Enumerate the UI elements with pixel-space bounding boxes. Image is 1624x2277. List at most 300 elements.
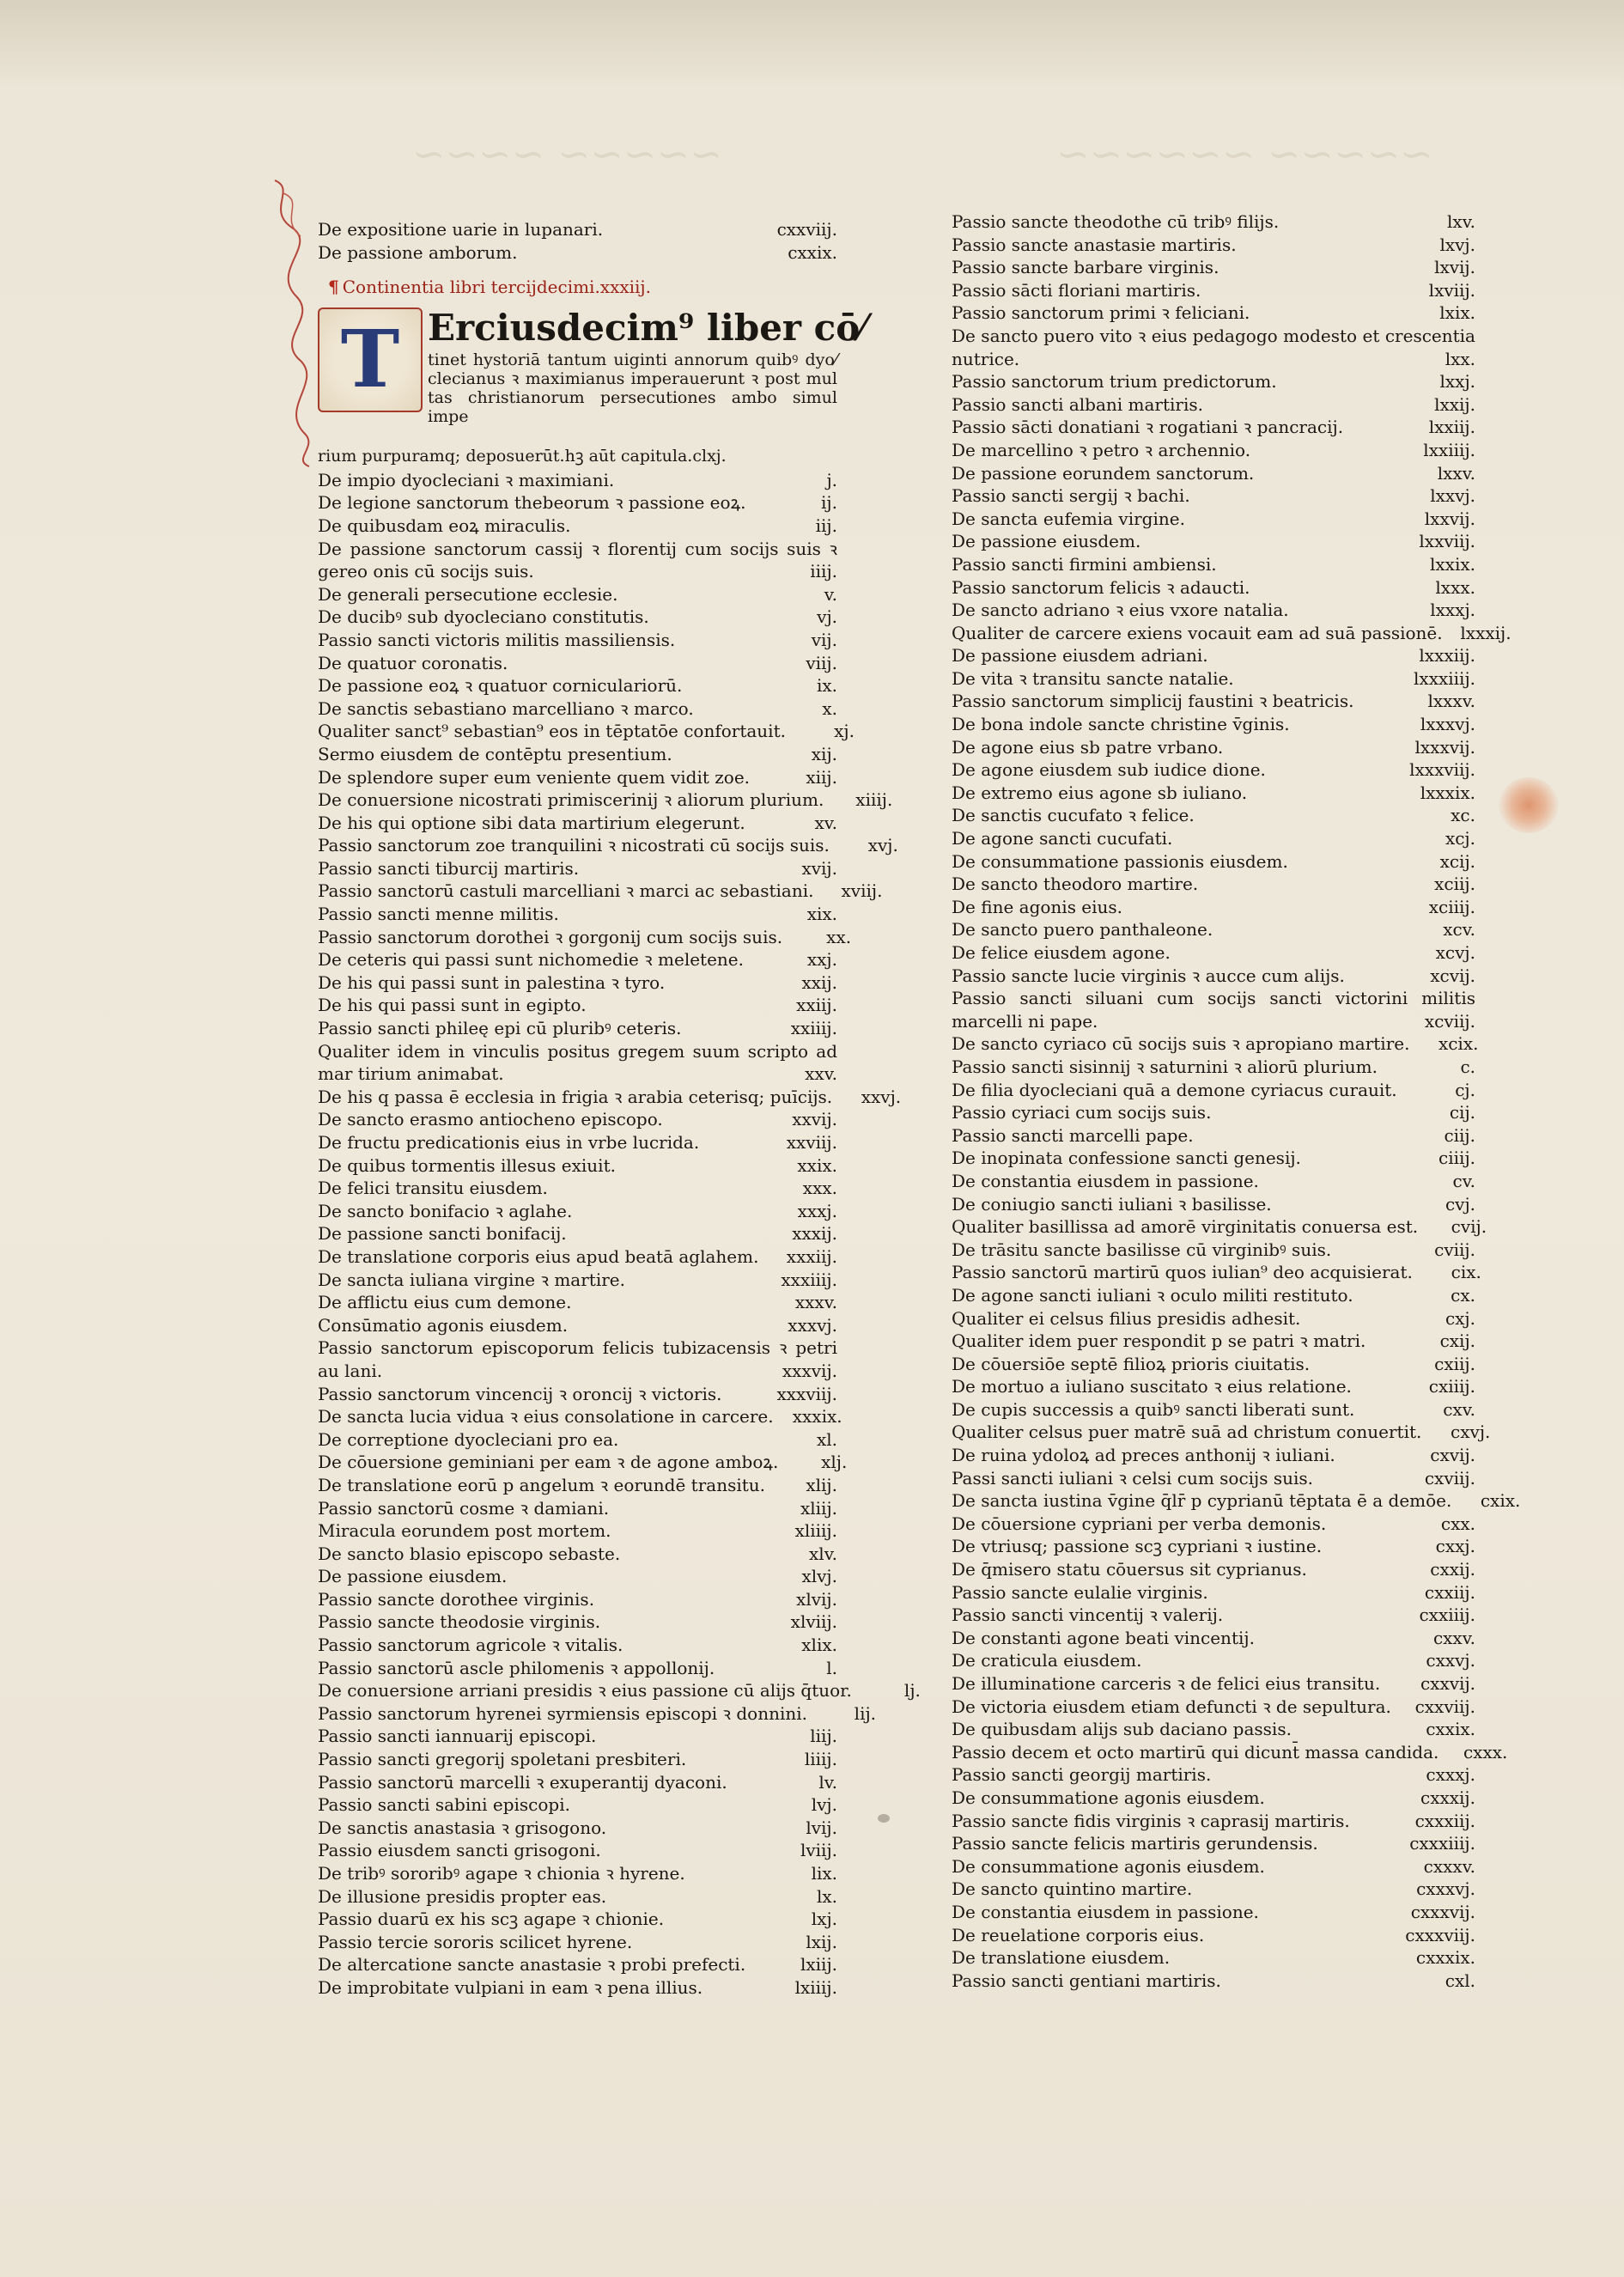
chapter-entry xyxy=(952,850,1475,874)
chapter-title: De constanti agone beati vincentij. xyxy=(952,1627,1255,1648)
right-column xyxy=(952,210,1521,1992)
chapter-title: De ducibꝰ sub dyocleciano constitutis. xyxy=(318,606,649,628)
chapter-number: lxxxvj. xyxy=(1420,714,1475,735)
chapter-title: De generali persecutione ecclesie. xyxy=(318,583,618,605)
chapter-title: De tribꝰ sororibꝰ agape ꝛ chionia ꝛ hyrene. xyxy=(318,1863,685,1884)
chapter-entry xyxy=(952,1193,1475,1216)
chapter-title: Qualiter ei celsus filius presidis adhesit. xyxy=(952,1307,1301,1329)
chapter-number: lxij. xyxy=(806,1931,837,1952)
chapter-number: lij. xyxy=(854,1702,877,1724)
chapter-number: xxxvj. xyxy=(788,1314,837,1336)
chapter-entry xyxy=(952,1239,1475,1262)
chapter-number: cxxviij. xyxy=(776,219,837,240)
chapter-number: cxxxj. xyxy=(1426,1764,1475,1786)
chapter-title: Passio sancti gentiani martiris. xyxy=(952,1970,1221,1991)
chapter-number: xcviij. xyxy=(1424,1010,1475,1032)
chapter-number: lxx. xyxy=(1445,348,1475,369)
chapter-entry xyxy=(952,782,1475,805)
section-heading: ¶ Continentia libri tercijdecimi.xxxiij. xyxy=(328,277,651,298)
chapter-entry xyxy=(952,1489,1521,1513)
chapter-number: xcj. xyxy=(1445,828,1475,849)
chapter-number: cxiiij. xyxy=(1428,1376,1475,1397)
left-top-entries xyxy=(318,218,837,264)
chapter-title: De correptione dyocleciani pro ea. xyxy=(318,1428,619,1450)
chapter-title: Passio sancte theodothe cū tribꝰ filijs. xyxy=(952,211,1280,232)
chapter-number: xlv. xyxy=(809,1543,837,1564)
chapter-entry xyxy=(318,1336,837,1382)
chapter-number: xliij. xyxy=(800,1497,837,1519)
chapter-number: cxxxv. xyxy=(1423,1855,1475,1877)
chapter-entry xyxy=(952,987,1475,1032)
chapter-number: xxxiij. xyxy=(786,1245,837,1267)
chapter-title: De sancta iustina v̄gine q̄lr̄ p cyprianū tēptata ē a demōe. xyxy=(952,1490,1452,1512)
chapter-entry xyxy=(318,491,837,514)
chapter-entry xyxy=(952,599,1475,622)
chapter-entry xyxy=(318,788,893,812)
chapter-title: Passio sancti marcelli pape. xyxy=(952,1124,1194,1146)
chapter-entry xyxy=(952,508,1475,531)
chapter-title: De reuelatione corporis eius. xyxy=(952,1924,1205,1945)
chapter-entry xyxy=(952,644,1475,667)
chapter-number: ix. xyxy=(816,675,837,697)
chapter-number: xviij. xyxy=(841,880,883,902)
chapter-number: liiij. xyxy=(804,1749,837,1770)
chapter-number: lxv. xyxy=(1447,211,1475,232)
chapter-title: De sancto puero panthaleone. xyxy=(952,919,1213,941)
chapter-entry xyxy=(952,576,1475,600)
chapter-entry xyxy=(952,1375,1475,1398)
chapter-entry xyxy=(952,553,1475,576)
chapter-number: xxiij. xyxy=(796,995,837,1016)
chapter-title: Passio sancti vincentij ꝛ valerij. xyxy=(952,1604,1224,1626)
chapter-title: Passio sanctorum hyrenei syrmiensis episcopi ꝛ donnini. xyxy=(318,1702,808,1724)
chapter-number: xcvj. xyxy=(1435,942,1475,963)
chapter-number: lxxv. xyxy=(1437,462,1475,484)
chapter-entry xyxy=(318,652,837,675)
chapter-number: lv. xyxy=(818,1771,837,1793)
chapter-number: xxxviij. xyxy=(776,1383,837,1404)
chapter-entry xyxy=(952,1535,1475,1558)
chapter-entry xyxy=(952,1307,1475,1330)
chapter-entry xyxy=(952,1787,1475,1810)
chapter-entry xyxy=(952,804,1475,827)
chapter-title: De coniugio sancti iuliani ꝛ basilisse. xyxy=(952,1193,1272,1215)
chapter-entry xyxy=(318,629,837,652)
chapter-number: cix. xyxy=(1451,1262,1481,1283)
chapter-entry xyxy=(318,926,852,949)
chapter-title: Passi sancti iuliani ꝛ celsi cum socijs suis. xyxy=(952,1467,1314,1489)
chapter-number: xiiij. xyxy=(855,789,893,811)
chapter-number: lxxviij. xyxy=(1419,531,1475,552)
chapter-entry xyxy=(952,1124,1475,1148)
chapter-number: l. xyxy=(826,1657,837,1678)
chapter-number: xxiiij. xyxy=(790,1018,837,1039)
chapter-number: lxj. xyxy=(811,1909,837,1930)
chapter-number: lxxxij. xyxy=(1460,622,1511,643)
chapter-title: Passio sancte felicis martiris gerundensis. xyxy=(952,1833,1318,1854)
chapter-entry xyxy=(318,1200,837,1223)
chapter-title: De sanctis sebastiano marcelliano ꝛ marco. xyxy=(318,697,694,719)
chapter-entry xyxy=(952,1421,1491,1444)
chapter-title: De cōuersione cypriani per verba demonis. xyxy=(952,1513,1327,1534)
chapter-number: lxxx. xyxy=(1435,576,1475,598)
chapter-entry xyxy=(318,1428,837,1452)
chapter-number: lxxj. xyxy=(1439,371,1475,393)
chapter-entry xyxy=(952,1330,1475,1353)
chapter-title: De impio dyocleciani ꝛ maximiani. xyxy=(318,469,615,490)
chapter-number: j. xyxy=(826,469,837,490)
chapter-entry xyxy=(318,766,837,789)
chapter-entry xyxy=(952,1741,1508,1764)
chapter-number: xv. xyxy=(814,812,837,833)
chapter-entry xyxy=(318,241,837,265)
chapter-title: Passio duarū ex his scꝫ agape ꝛ chionie. xyxy=(318,1909,665,1930)
chapter-number: lxxvij. xyxy=(1424,508,1475,529)
chapter-number: xxxj. xyxy=(797,1200,837,1221)
chapter-number: lxvj. xyxy=(1439,234,1475,255)
chapter-number: xvj. xyxy=(867,835,898,856)
chapter-number: cxxxix. xyxy=(1415,1947,1475,1969)
chapter-title: De afflictu eius cum demone. xyxy=(318,1292,572,1313)
chapter-title: Passio sanctorum agricole ꝛ vitalis. xyxy=(318,1635,623,1656)
chapter-title: Passio sanctorum zoe tranquilini ꝛ nicostrati cū socijs suis. xyxy=(318,835,830,856)
chapter-number: lxix. xyxy=(1439,302,1475,324)
chapter-entry xyxy=(318,1543,837,1566)
chapter-number: xlvj. xyxy=(801,1566,837,1587)
chapter-number: xxxiiij. xyxy=(781,1269,837,1290)
chapter-title: Passio sancti victoris militis massiliensis. xyxy=(318,629,676,650)
chapter-entry xyxy=(952,622,1511,645)
chapter-entry xyxy=(318,1314,837,1337)
chapter-number: xliiij. xyxy=(794,1520,837,1542)
chapter-title: De quibusdam alijs sub daciano passis. xyxy=(952,1719,1292,1740)
chapter-number: cxxix. xyxy=(1426,1719,1475,1740)
chapter-number: lix. xyxy=(811,1863,837,1884)
chapter-entry xyxy=(952,918,1475,941)
chapter-number: cv. xyxy=(1452,1170,1475,1191)
chapter-title: De extremo eius agone sb iuliano. xyxy=(952,782,1248,803)
chapter-title: De consummatione passionis eiusdem. xyxy=(952,850,1288,872)
chapter-title: De legione sanctorum thebeorum ꝛ passione eoꝝ. xyxy=(318,492,746,514)
chapter-title: Passio sancti tiburcij martiris. xyxy=(318,857,580,879)
chapter-title: Passio sancte fidis virginis ꝛ caprasij martiris. xyxy=(952,1810,1350,1831)
chapter-number: cx. xyxy=(1451,1284,1475,1306)
chapter-entry xyxy=(318,1679,921,1702)
chapter-entry xyxy=(318,606,837,629)
chapter-entry xyxy=(952,256,1475,279)
chapter-entry xyxy=(318,1839,837,1862)
chapter-number: lxxxvij. xyxy=(1414,736,1475,758)
chapter-number: cxl. xyxy=(1445,1970,1475,1991)
chapter-title: Passio sancti firmini ambiensi. xyxy=(952,553,1217,575)
chapter-title: De passione eoꝝ ꝛ quatuor corniculariorū. xyxy=(318,675,683,697)
chapter-entry xyxy=(318,583,837,606)
chapter-entry xyxy=(318,720,855,743)
chapter-number: xlij. xyxy=(806,1474,837,1495)
chapter-number: lxiij. xyxy=(800,1954,837,1976)
chapter-number: lxxij. xyxy=(1434,393,1475,415)
chapter-title: Passio sancti sergij ꝛ bachi. xyxy=(952,485,1190,507)
chapter-title: De victoria eiusdem etiam defuncti ꝛ de sepultura. xyxy=(952,1696,1391,1717)
chapter-title: De splendore super eum veniente quem vidit zoe. xyxy=(318,766,751,788)
chapter-number: cviij. xyxy=(1434,1239,1475,1260)
chapter-entry xyxy=(952,736,1475,759)
chapter-title: De q̄misero statu cōuersus sit cyprianus. xyxy=(952,1559,1307,1580)
chapter-title: De sancto erasmo antiocheno episcopo. xyxy=(318,1109,663,1130)
chapter-title: Qualiter idem puer respondit p se patri ꝛ matri. xyxy=(952,1330,1366,1352)
chapter-entry xyxy=(952,484,1475,508)
chapter-number: xvij. xyxy=(801,857,837,879)
chapter-entry xyxy=(952,965,1475,988)
chapter-title: De sancta iuliana virgine ꝛ martire. xyxy=(318,1269,625,1290)
chapter-title: De passione sanctorum cassij ꝛ florentij cum socijs suis ꝛ gereo onis cū socijs suis. xyxy=(318,538,837,582)
chapter-entry xyxy=(318,674,837,697)
chapter-number: cxix. xyxy=(1480,1490,1521,1512)
chapter-title: Passio sancti sabini episcopi. xyxy=(318,1794,570,1816)
chapter-entry xyxy=(952,1558,1475,1581)
chapter-title: De quatuor coronatis. xyxy=(318,652,508,673)
chapter-number: cxij. xyxy=(1439,1330,1475,1352)
chapter-number: cxvij. xyxy=(1430,1445,1475,1466)
chapter-entry xyxy=(952,713,1475,736)
chapter-title: De sanctis anastasia ꝛ grisogono. xyxy=(318,1817,607,1838)
chapter-number: lxxvj. xyxy=(1430,485,1475,507)
chapter-number: xxxvij. xyxy=(782,1360,837,1381)
chapter-number: lxxiiij. xyxy=(1423,439,1475,460)
chapter-title: Passio sancti phileę epi cū pluribꝰ ceteris. xyxy=(318,1018,682,1039)
chapter-number: cvj. xyxy=(1445,1193,1475,1215)
chapter-number: cxxx. xyxy=(1463,1741,1508,1763)
chapter-number: cxx. xyxy=(1440,1513,1475,1534)
chapter-title: De consummatione agonis eiusdem. xyxy=(952,1787,1265,1808)
chapter-number: lvj. xyxy=(811,1794,837,1816)
chapter-number: vij. xyxy=(811,629,837,650)
chapter-title: Sermo eiusdem de contēptu presentium. xyxy=(318,743,672,764)
chapter-entry xyxy=(318,880,883,903)
chapter-title: De felici transitu eiusdem. xyxy=(318,1178,548,1199)
chapter-title: De ceteris qui passi sunt nichomedie ꝛ meletene. xyxy=(318,949,744,971)
intro-text: tinet hystoriā tantum uiginti annorum quibꝰ dyo⁄ clecianus ꝛ maximianus imperauerunt ꝛ post mul tas christianorum persecutiones ambo simul impe xyxy=(428,350,837,426)
chapter-entry xyxy=(952,1032,1479,1056)
chapter-title: De cōuersiōe septē filioꝝ prioris ciuitatis. xyxy=(952,1353,1311,1374)
chapter-title: De passione sancti bonifacij. xyxy=(318,1223,567,1245)
chapter-number: viij. xyxy=(806,652,837,673)
chapter-entry xyxy=(318,1245,837,1269)
chapter-entry xyxy=(318,218,837,241)
chapter-number: xcv. xyxy=(1443,919,1475,941)
chapter-title: De translatione eiusdem. xyxy=(952,1947,1171,1969)
chapter-number: lxxiij. xyxy=(1428,417,1475,438)
chapter-title: Passio decem et octo martirū qui dicunt̄ massa candida. xyxy=(952,1741,1439,1763)
chapter-title: Passio sancti albani martiris. xyxy=(952,393,1204,415)
chapter-number: v. xyxy=(824,583,837,605)
chapter-title: Passio sancte dorothee virginis. xyxy=(318,1588,595,1610)
chapter-entry xyxy=(952,1147,1475,1170)
chapter-number: lviij. xyxy=(800,1840,837,1861)
paper-speck xyxy=(878,1814,890,1823)
chapter-number: lxxxviij. xyxy=(1409,759,1475,781)
chapter-entry xyxy=(318,1291,837,1314)
chapter-title: Passio sancti siluani cum socijs sancti victorini militis marcelli ni pape. xyxy=(952,988,1475,1032)
chapter-entry xyxy=(318,1908,837,1931)
chapter-number: cxxiiij. xyxy=(1419,1604,1475,1626)
chapter-number: xxv. xyxy=(805,1063,837,1085)
chapter-title: De illuminatione carceris ꝛ de felici eius transitu. xyxy=(952,1673,1381,1694)
chapter-title: De translatione eorū p angelum ꝛ eorundē transitu. xyxy=(318,1474,766,1495)
chapter-number: cxxj. xyxy=(1435,1536,1475,1557)
chapter-title: De illusione presidis propter eas. xyxy=(318,1885,607,1907)
chapter-entry xyxy=(318,1405,842,1428)
chapter-number: xlviij. xyxy=(790,1611,837,1633)
chapter-entry xyxy=(318,514,837,538)
chapter-number: cxxvij. xyxy=(1420,1673,1475,1694)
chapter-number: lxvij. xyxy=(1434,257,1475,278)
chapter-number: lx. xyxy=(816,1885,837,1907)
chapter-number: lxxxiiij. xyxy=(1414,667,1475,689)
chapter-number: xxxix. xyxy=(792,1406,842,1428)
chapter-title: De improbitate vulpiani in eam ꝛ pena illius. xyxy=(318,1976,703,1998)
chapter-entry xyxy=(952,1832,1475,1855)
chapter-entry xyxy=(952,1398,1475,1422)
chapter-entry xyxy=(952,301,1475,325)
chapter-title: Passio sanctorum trium predictorum. xyxy=(952,371,1277,393)
chapter-number: xlix. xyxy=(801,1635,837,1656)
chapter-entry xyxy=(318,1383,837,1406)
chapter-number: xiij. xyxy=(806,766,837,788)
chapter-title: De passione eiusdem adriani. xyxy=(952,645,1208,667)
chapter-title: Passio sanctorum felicis ꝛ adaucti. xyxy=(952,576,1250,598)
chapter-title: Passio eiusdem sancti grisogoni. xyxy=(318,1840,601,1861)
chapter-title: De sancto quintino martire. xyxy=(952,1878,1193,1900)
chapter-title: Passio sancti sisinnij ꝛ saturnini ꝛ aliorū plurium. xyxy=(952,1056,1378,1077)
chapter-title: Passio sācti donatiani ꝛ rogatiani ꝛ pancracij. xyxy=(952,417,1344,438)
chapter-entry xyxy=(952,1696,1475,1719)
chapter-number: lxxxv. xyxy=(1427,691,1475,712)
chapter-entry xyxy=(952,1649,1475,1672)
chapter-entry xyxy=(952,1970,1475,1993)
chapter-number: xxj. xyxy=(806,949,837,971)
chapter-title: De felice eiusdem agone. xyxy=(952,942,1171,963)
chapter-title: De agone eiusdem sub iudice dione. xyxy=(952,759,1266,781)
chapter-entry xyxy=(952,210,1475,234)
chapter-entry xyxy=(318,1793,837,1817)
left-column xyxy=(318,218,921,2000)
chapter-title: Qualiter basillissa ad amorē virginitatis conuersa est. xyxy=(952,1216,1419,1238)
intro-block xyxy=(318,306,867,445)
chapter-entry xyxy=(318,1108,837,1131)
chapter-number: cxxxiij. xyxy=(1414,1810,1475,1831)
chapter-entry xyxy=(318,1634,837,1657)
chapter-number: vj. xyxy=(817,606,837,628)
chapter-title: De consummatione agonis eiusdem. xyxy=(952,1855,1265,1877)
chapter-number: xxxij. xyxy=(792,1223,837,1245)
chapter-title: Qualiter de carcere exiens vocauit eam ad suā passionē. xyxy=(952,622,1443,643)
chapter-entry xyxy=(952,370,1475,393)
chapter-title: De cōuersione geminiani per eam ꝛ de agone amboꝝ. xyxy=(318,1452,779,1473)
chapter-number: cxxxvij. xyxy=(1410,1901,1475,1922)
chapter-title: Passio tercie sororis scilicet hyrene. xyxy=(318,1931,633,1952)
chapter-entry xyxy=(318,948,837,971)
chapter-number: lvij. xyxy=(806,1817,837,1838)
chapter-title: De vita ꝛ transitu sancte natalie. xyxy=(952,667,1234,689)
chapter-title: Qualiter celsus puer matrē suā ad christum conuertit. xyxy=(952,1422,1422,1443)
chapter-number: cxxix. xyxy=(788,241,837,263)
chapter-title: Passio sanctorum primi ꝛ feliciani. xyxy=(952,302,1250,324)
chapter-title: De his qui passi sunt in egipto. xyxy=(318,995,587,1016)
chapter-title: De altercatione sancte anastasie ꝛ probi prefecti. xyxy=(318,1954,746,1976)
chapter-title: Passio sanctorum simplicij faustini ꝛ beatricis. xyxy=(952,691,1354,712)
chapter-number: xl. xyxy=(816,1428,837,1450)
chapter-number: xix. xyxy=(806,904,837,925)
chapter-title: De his qui optione sibi data martirium elegerunt. xyxy=(318,812,745,833)
chapter-number: xxviij. xyxy=(786,1132,837,1153)
chapter-number: xx. xyxy=(826,926,852,947)
chapter-title: De craticula eiusdem. xyxy=(952,1650,1142,1671)
chapter-number: xc. xyxy=(1451,805,1475,826)
chapter-entry xyxy=(952,325,1475,370)
chapter-title: De bona indole sancte christine v̄ginis. xyxy=(952,714,1290,735)
chapter-entry xyxy=(318,1451,848,1474)
chapter-entry xyxy=(952,758,1475,782)
chapter-entry xyxy=(952,1718,1475,1741)
chapter-title: De fine agonis eius. xyxy=(952,896,1123,917)
chapter-title: Passio sācti floriani martiris. xyxy=(952,279,1201,301)
chapter-title: Passio sancti menne militis. xyxy=(318,904,559,925)
chapter-entry xyxy=(318,1748,837,1771)
chapter-number: cxxxviij. xyxy=(1405,1924,1475,1945)
chapter-entry xyxy=(318,1086,902,1109)
chapter-number: cxxvj. xyxy=(1426,1650,1475,1671)
chapter-title: De sancto blasio episcopo sebaste. xyxy=(318,1543,621,1564)
chapter-entry xyxy=(318,1565,837,1588)
chapter-entry xyxy=(318,1017,837,1040)
chapter-entry xyxy=(318,1862,837,1885)
chapter-title: De agone sancti iuliani ꝛ oculo militi restituto. xyxy=(952,1284,1353,1306)
chapter-entry xyxy=(952,1901,1475,1924)
chapter-title: De mortuo a iuliano suscitato ꝛ eius relatione. xyxy=(952,1376,1352,1397)
chapter-title: De sancto puero vito ꝛ eius pedagogo modesto et crescentia nutrice. xyxy=(952,325,1475,369)
chapter-entry xyxy=(318,697,837,721)
chapter-title: Passio sancte anastasie martiris. xyxy=(952,234,1237,255)
chapter-title: Passio sanctorū cosme ꝛ damiani. xyxy=(318,1497,610,1519)
chapter-number: xlj. xyxy=(821,1452,848,1473)
chapter-number: cxxxvj. xyxy=(1416,1878,1475,1900)
chapter-title: De trāsitu sancte basilisse cū virginibꝰ suis. xyxy=(952,1239,1332,1260)
chapter-entry xyxy=(318,1131,837,1154)
chapter-entry xyxy=(318,1953,837,1976)
left-entry-list xyxy=(318,469,921,2000)
chapter-entry xyxy=(318,1771,837,1794)
chapter-title: De quibusdam eoꝝ miraculis. xyxy=(318,514,571,536)
chapter-title: De ruina ydoloꝝ ad preces anthonij ꝛ iuliani. xyxy=(952,1445,1335,1466)
book-title: Erciusdecim⁹ liber cō⁄ xyxy=(428,306,867,349)
chapter-entry xyxy=(318,1269,837,1292)
chapter-number: xxx. xyxy=(802,1178,837,1199)
chapter-entry xyxy=(318,1657,837,1680)
chapter-title: Passio cyriaci cum socijs suis. xyxy=(952,1102,1212,1123)
chapter-title: De passione eiusdem. xyxy=(318,1566,508,1587)
chapter-number: cij. xyxy=(1449,1102,1475,1123)
chapter-entry xyxy=(952,1855,1475,1878)
chapter-entry xyxy=(952,1215,1487,1239)
chapter-number: ciiij. xyxy=(1438,1148,1475,1169)
pilcrow-icon: ¶ xyxy=(328,277,339,298)
chapter-entry xyxy=(952,1444,1475,1467)
chapter-number: cxv. xyxy=(1443,1398,1475,1420)
chapter-title: Passio sanctorū ascle philomenis ꝛ appollonij. xyxy=(318,1657,715,1678)
chapter-title: Passio sanctorū martirū quos iulian⁹ deo acquisierat. xyxy=(952,1262,1413,1283)
chapter-entry xyxy=(318,1177,837,1200)
